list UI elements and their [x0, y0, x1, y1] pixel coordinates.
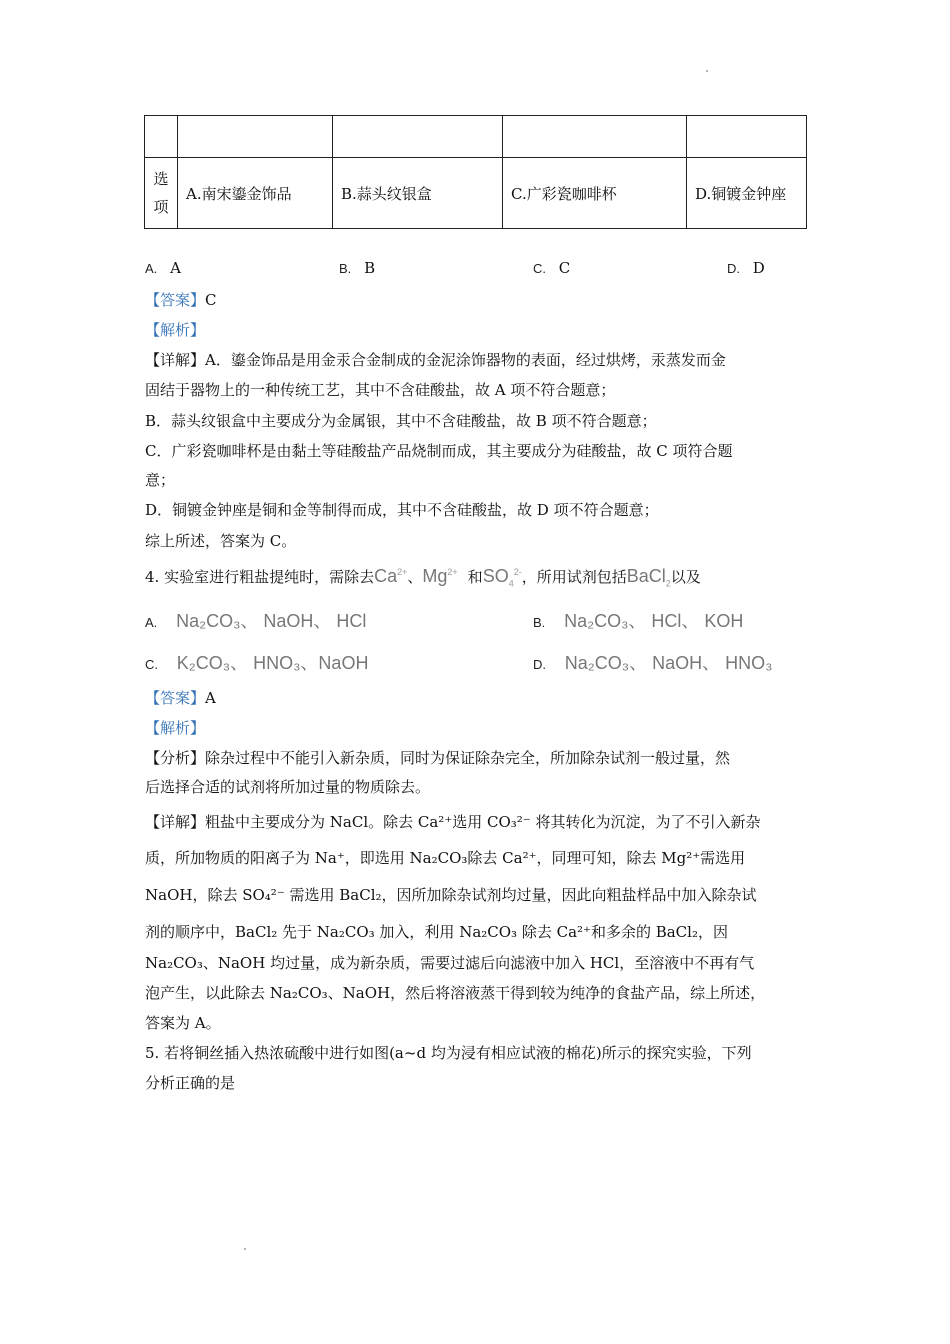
- table-cell-c: C.广彩瓷咖啡杯: [503, 158, 687, 229]
- label-row: [145, 158, 807, 229]
- choice-text: A: [170, 259, 181, 277]
- option-text: Na₂CO₃、 NaOH、 HCl: [176, 611, 367, 631]
- option-text: K₂CO₃、 HNO₃、NaOH: [176, 653, 369, 673]
- option-text: Na₂CO₃、 NaOH、 HNO₃: [564, 653, 773, 673]
- table-cell-d: D.铜镀金钟座: [687, 158, 807, 229]
- stem-sep: 、: [407, 568, 423, 586]
- ion-subscript: 4: [508, 578, 514, 589]
- q4-explain-line: 质，所加物质的阳离子为 Na⁺，即选用 Na₂CO₃除去 Ca²⁺，同理可知，除去 Mg²⁺需选用: [145, 849, 746, 867]
- table-cell-b: B.蒜头纹银盒: [333, 158, 503, 229]
- q3-explain-line: 固结于器物上的一种传统工艺，其中不含硅酸盐，故 A 项不符合题意；: [145, 381, 616, 399]
- q5-stem-line: 5. 若将铜丝插入热浓硫酸中进行如图(a~d 均为浸有相应试液的棉花)所示的探究实验，下列: [145, 1044, 752, 1062]
- formula-so4: [482, 566, 522, 589]
- ion-charge: 2+: [397, 567, 408, 577]
- scan-dot: [706, 70, 708, 72]
- options-table: [144, 115, 807, 229]
- q4-analysis-label: 【解析】: [145, 719, 206, 737]
- q4-explain-line: 泡产生，以此除去 Na₂CO₃、NaOH，然后将溶液蒸干得到较为纯净的食盐产品，综上所述，: [145, 984, 766, 1002]
- q3-explain-line: B．蒜头纹银盒中主要成分为金属银，其中不含硅酸盐，故 B 项不符合题意；: [145, 412, 657, 430]
- q4-explain-line: NaOH，除去 SO₄²⁻ 需选用 BaCl₂，因所加除杂试剂均过量，因此向粗盐样品中加入除杂试: [145, 886, 757, 904]
- q4-option-b[interactable]: [533, 607, 743, 633]
- q5-stem-line: 分析正确的是: [145, 1074, 236, 1092]
- q4-option-c[interactable]: [145, 649, 368, 675]
- ion-charge: 2-: [513, 567, 522, 577]
- ion-symbol: SO: [482, 566, 509, 586]
- q4-option-a[interactable]: [145, 607, 366, 633]
- ion-charge: 2+: [447, 567, 458, 577]
- ion-symbol: Ca: [374, 566, 398, 586]
- stem-text: 4. 实验室进行粗盐提纯时，需除去: [145, 568, 375, 586]
- compound-symbol: BaCl: [626, 566, 666, 586]
- answer-value: C: [205, 291, 217, 309]
- option-letter: D.: [533, 657, 546, 672]
- q4-explain-line: 剂的顺序中，BaCl₂ 先于 Na₂CO₃ 加入，利用 Na₂CO₃ 除去 Ca²⁺和多余的 BaCl₂，因: [145, 923, 728, 941]
- option-letter: B.: [533, 615, 546, 630]
- answer-label: 【答案】: [145, 689, 206, 707]
- choice-letter: A.: [145, 261, 158, 276]
- formula-mg: [422, 566, 457, 586]
- formula-bacl2: [626, 566, 671, 589]
- choice-d[interactable]: [727, 259, 765, 277]
- table-cell-a: A.南宋鎏金饰品: [178, 158, 333, 229]
- stem-and: 和: [467, 568, 483, 586]
- q3-explain-line: C．广彩瓷咖啡杯是由黏土等硅酸盐产品烧制而成，其主要成分为硅酸盐，故 C 项符合题: [145, 442, 733, 460]
- q4-explain-line: Na₂CO₃、NaOH 均过量，成为新杂质，需要过滤后向滤液中加入 HCl，至溶液中不再有气: [145, 954, 755, 972]
- choice-c[interactable]: [533, 259, 570, 277]
- q4-option-d[interactable]: [533, 649, 772, 675]
- q4-explain-line: 答案为 A。: [145, 1014, 221, 1032]
- q3-explain-line: 综上所述，答案为 C。: [145, 532, 297, 550]
- choice-text: B: [364, 259, 376, 277]
- choice-b[interactable]: [339, 259, 375, 277]
- choice-letter: B.: [339, 261, 352, 276]
- table-header-cell: [145, 158, 178, 229]
- q3-analysis-label: 【解析】: [145, 321, 206, 339]
- option-letter: C.: [145, 657, 158, 672]
- choice-a[interactable]: [145, 259, 181, 277]
- choice-text: C: [558, 259, 571, 277]
- answer-label: 【答案】: [145, 291, 206, 309]
- q3-explain-line: 【详解】A．鎏金饰品是用金汞合金制成的金泥涂饰器物的表面，经过烘烤，汞蒸发而金: [145, 351, 726, 369]
- compound-subscript: 2: [665, 578, 671, 589]
- q3-explain-line: 意；: [145, 471, 176, 489]
- answer-value: A: [205, 689, 216, 707]
- choice-letter: C.: [533, 261, 546, 276]
- formula-ca: [374, 566, 407, 586]
- choice-text: D: [752, 259, 765, 277]
- scan-dot: [244, 1248, 246, 1250]
- option-text: Na₂CO₃、 HCl、 KOH: [564, 611, 744, 631]
- q4-answer: [145, 688, 216, 708]
- image-row: [145, 116, 807, 158]
- q4-stem: [145, 566, 701, 587]
- q4-explain-line: 【详解】粗盐中主要成分为 NaCl。除去 Ca²⁺选用 CO₃²⁻ 将其转化为沉淀，为了不引入新杂: [145, 813, 761, 831]
- choice-letter: D.: [727, 261, 740, 276]
- ion-symbol: Mg: [422, 566, 448, 586]
- option-letter: A.: [145, 615, 158, 630]
- stem-text: 以及: [670, 568, 701, 586]
- q4-fenxi-line: 【分析】除杂过程中不能引入新杂质，同时为保证除杂完全，所加除杂试剂一般过量，然: [145, 749, 731, 767]
- table-header-label: 选项: [153, 170, 169, 216]
- q4-fenxi-line: 后选择合适的试剂将所加过量的物质除去。: [145, 778, 431, 796]
- stem-text: ，所用试剂包括: [521, 568, 627, 586]
- q3-answer: [145, 290, 217, 310]
- q3-explain-line: D．铜镀金钟座是铜和金等制得而成，其中不含硅酸盐，故 D 项不符合题意；: [145, 501, 659, 519]
